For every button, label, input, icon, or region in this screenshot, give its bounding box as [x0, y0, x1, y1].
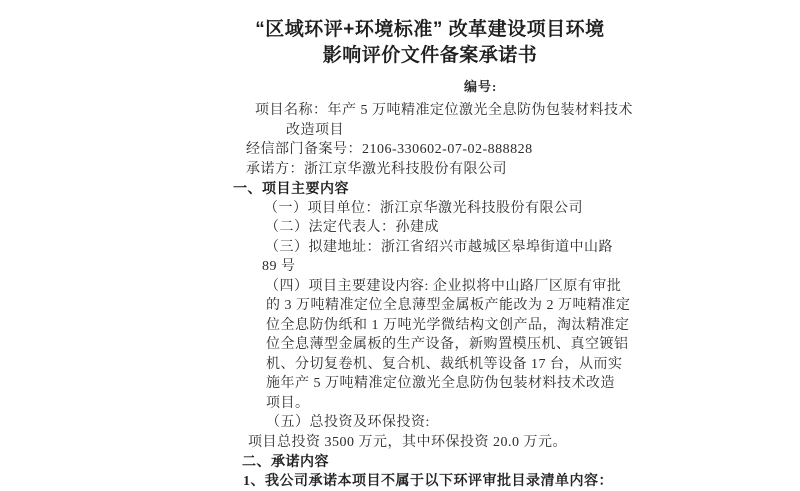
document-title — [215, 17, 645, 69]
investment-detail-line: 项目总投资 3500 万元，其中环保投资 20.0 万元。 — [248, 433, 670, 453]
item-construction-content-line-2: 的 3 万吨精准定位全息薄型金属板产能改为 2 万吨精准定 — [266, 296, 670, 316]
item-investment-heading: （五）总投资及环保投资: — [266, 413, 670, 433]
item-address-line-1: （三）拟建地址：浙江省绍兴市越城区皋埠街道中山路 — [265, 238, 670, 258]
item-construction-content-line-7: 项目。 — [266, 394, 670, 414]
document-page — [230, 0, 670, 490]
promisor-line: 承诺方：浙江京华激光科技股份有限公司 — [246, 160, 670, 180]
item-address-line-2: 89 号 — [262, 257, 670, 277]
project-name-line-2: 改造项目 — [286, 121, 670, 141]
document-body — [230, 101, 670, 491]
title-line-2: 影响评价文件备案承诺书 — [215, 43, 645, 69]
title-line-1: “区域环评+环境标准” 改革建设项目环境 — [215, 17, 645, 43]
section-1-heading: 一、项目主要内容 — [233, 179, 670, 199]
item-construction-content-line-1: （四）项目主要建设内容: 企业拟将中山路厂区原有审批 — [265, 277, 670, 297]
serial-number-label: 编号: — [464, 76, 497, 95]
record-number-line: 经信部门备案号：2106-330602-07-02-888828 — [246, 140, 670, 160]
item-project-unit: （一）项目单位：浙江京华激光科技股份有限公司 — [264, 199, 670, 219]
item-construction-content-line-5: 机、分切复卷机、复合机、裁纸机等设备 17 台，从而实 — [266, 355, 670, 375]
section-2-heading: 二、承诺内容 — [242, 452, 670, 472]
commitment-item-1: 1、我公司承诺本项目不属于以下环评审批目录清单内容： — [243, 472, 670, 491]
item-legal-representative: （二）法定代表人：孙建成 — [265, 218, 670, 238]
item-construction-content-line-3: 位全息防伪纸和 1 万吨光学微结构文创产品，淘汰精准定 — [266, 316, 670, 336]
item-construction-content-line-6: 施年产 5 万吨精准定位激光全息防伪包装材料技术改造 — [266, 374, 670, 394]
item-construction-content-line-4: 位全息薄型金属板的生产设备，新购置模压机、真空镀铝 — [266, 335, 670, 355]
project-name-line-1: 项目名称：年产 5 万吨精准定位激光全息防伪包装材料技术 — [255, 101, 670, 121]
